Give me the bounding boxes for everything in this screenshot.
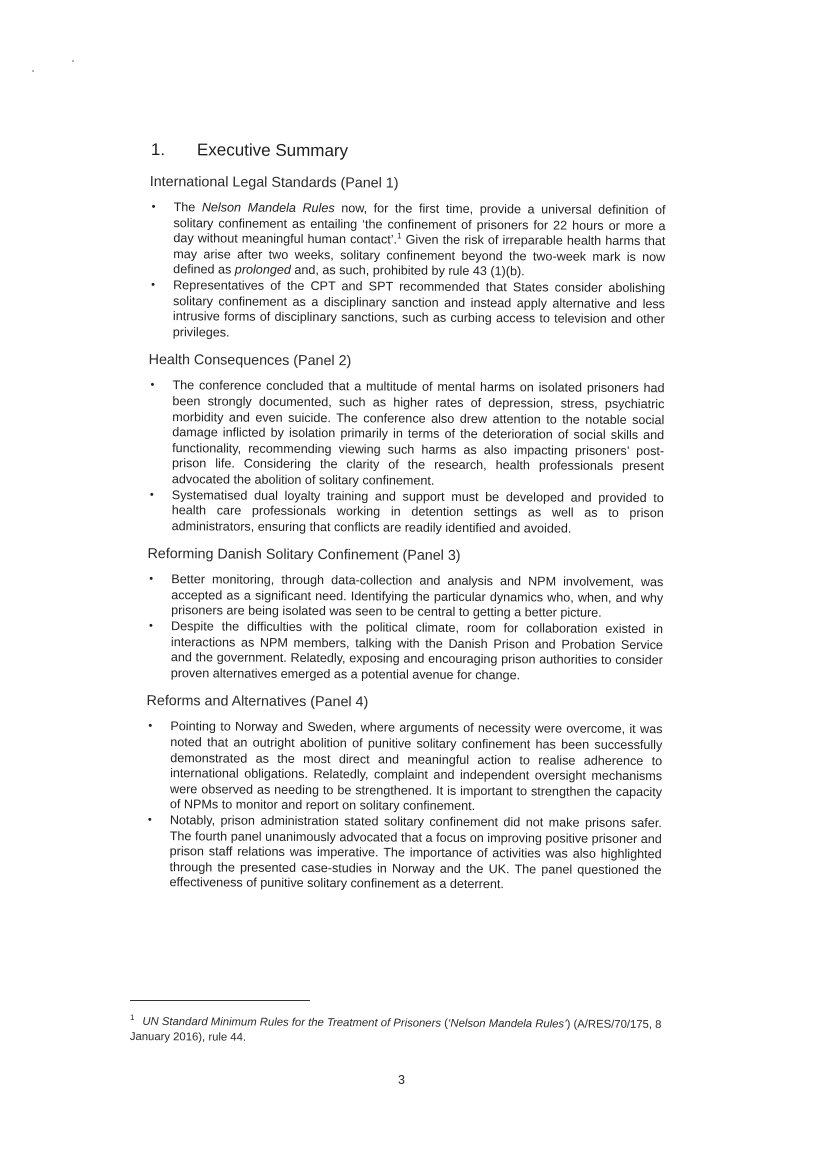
bullet-list	[145, 200, 666, 344]
bullet-icon: •	[148, 620, 153, 633]
text-run: ) (A/RES/70/175, 8 January 2016), rule 44.	[129, 1018, 662, 1044]
scan-speck	[32, 70, 34, 72]
bullet-item	[143, 572, 663, 622]
footnote-marker: 1	[129, 1012, 135, 1023]
panel-heading: Reforms and Alternatives (Panel 4)	[146, 693, 369, 711]
bullet-icon: •	[148, 720, 153, 733]
panel-heading: Health Consequences (Panel 2)	[148, 352, 352, 370]
bullet-icon: •	[150, 379, 155, 392]
text-run: Given the risk of irreparable health harms that may arise after two weeks, solitary confinement beyond the two-week mark is now defined as	[173, 232, 666, 277]
bullet-icon: •	[151, 201, 156, 214]
section-number: 1.	[150, 140, 166, 160]
text-run: Better monitoring, through data-collection and analysis and NPM involvement, was accepted as a significant need. Identifying the particular dynamics who, when, and why prisoners are being isolated was seen to be central to getting a better picture.	[171, 572, 664, 621]
section-title	[151, 140, 666, 163]
scan-speck	[72, 60, 74, 62]
bullet-list	[141, 719, 662, 894]
footnote-reference: 1	[397, 231, 402, 241]
italic-text: Nelson Mandela Rules	[201, 200, 335, 216]
bullet-icon: •	[149, 573, 154, 586]
panel-heading: International Legal Standards (Panel 1)	[149, 174, 399, 192]
text-run: now, for the first time, provide a universal definition of solitary confinement as entailing ‘the confinement of prisoners for 22 hours or more a day without meaningful human contact’.	[173, 201, 666, 247]
text-run: and, as such, prohibited by rule 43 (1)(b).	[290, 263, 525, 279]
text-run: The	[173, 200, 202, 215]
italic-text: UN Standard Minimum Rules for the Treatment of Prisoners	[142, 1015, 442, 1030]
text-run: Despite the difficulties with the political climate, room for collaboration existed in interactions as NPM members, talking with the Danish Prison and Probation Service and the government. Relatedly, exposing and encouraging prison authorities to consider proven alternatives emerged as a potential avenue for change.	[170, 619, 664, 683]
text-run: (	[440, 1017, 448, 1030]
bullet-item	[144, 378, 665, 490]
text-run: Systematised dual loyalty training and support must be developed and provided to health care professionals working in detention settings as well as to prison administrators, ensuring that conflicts are readily identified and avoided.	[171, 487, 664, 536]
bullet-icon: •	[149, 488, 154, 501]
summary-sections	[141, 174, 665, 894]
footnote-text	[130, 1016, 662, 1044]
panel-heading: Reforming Danish Solitary Confinement (Panel 3)	[147, 546, 461, 565]
italic-text: ‘Nelson Mandela Rules’	[447, 1017, 567, 1031]
footnote-divider	[130, 1000, 310, 1001]
bullet-item	[145, 278, 665, 344]
page-content	[141, 140, 666, 906]
text-run: Representatives of the CPT and SPT recommended that States consider abolishing solitary confinement as a disciplinary sanction and instead apply alternative and less intrusive forms of disciplinary sanctions, such as curbing access to television and other privileges.	[172, 278, 666, 340]
bullet-list	[143, 572, 664, 684]
text-run: Notably, prison administration stated solitary confinement did not make prisons safer. The fourth panel unanimously advocated that a focus on improving positive prisoner and prison staff relations was imperative. The importance of activities was also highlighted through the presented case-studies in Norway and the UK. The panel questioned the effectiveness of punitive solitary confinement as a deterrent.	[169, 813, 662, 892]
text-run: Pointing to Norway and Sweden, where arguments of necessity were overcome, it was noted that an outright abolition of punitive solitary confinement has been successfully demonstrated as the most direct and meaningful action to realise adherence to international obligations. Relatedly, complaint and independent oversight mechanisms were observed as needing to be strengthened. It is important to strengthen the capacity of NPMs to monitor and report on solitary confinement.	[169, 719, 663, 814]
text-run: The conference concluded that a multitude of mental harms on isolated prisoners had been strongly documented, such as higher rates of depression, stress, psychiatric morbidity and even suicide. The conference also drew attention to the notable social damage inflicted by isolation primarily in terms of the deterioration of social skills and functionality, recommending viewing such harms as also impacting prisoners’ post-prison life. Considering the clarity of the research, health professionals present advocated the abolition of solitary confinement.	[171, 378, 665, 488]
section-title-text: Executive Summary	[196, 140, 349, 161]
bullet-item	[143, 619, 663, 685]
bullet-item	[145, 200, 665, 281]
footnote	[130, 1010, 665, 1048]
bullet-item	[141, 813, 661, 894]
bullet-icon: •	[151, 279, 156, 292]
bullet-list	[144, 378, 665, 537]
page-number: 3	[398, 1073, 405, 1087]
bullet-icon: •	[147, 814, 152, 827]
bullet-item	[142, 719, 663, 816]
bullet-item	[144, 487, 664, 537]
italic-text: prolonged	[234, 262, 291, 278]
